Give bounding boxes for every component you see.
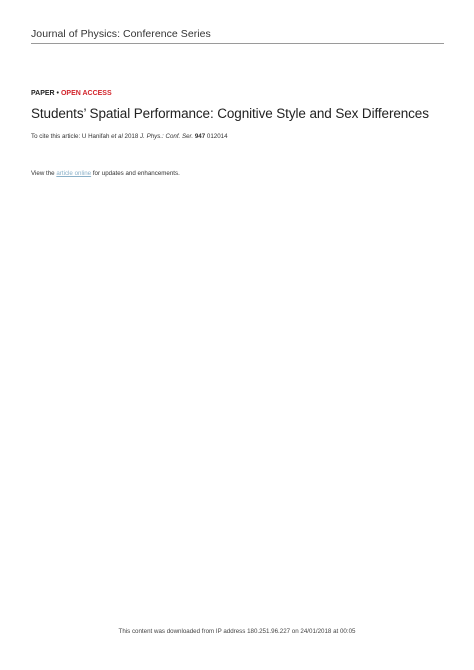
- citation-journal: J. Phys.: Conf. Ser.: [140, 133, 194, 140]
- citation-et-al: et al: [111, 133, 123, 140]
- article-online-link[interactable]: article online: [56, 170, 92, 177]
- paper-kind: PAPER: [31, 90, 55, 97]
- citation-line: [31, 133, 228, 140]
- paper-type-label: [31, 90, 112, 97]
- label-separator: •: [54, 90, 61, 97]
- journal-name: Journal of Physics: Conference Series: [31, 28, 211, 40]
- download-notice: This content was downloaded from IP address 180.251.96.227 on 24/01/2018 at 00:05: [118, 628, 356, 635]
- citation-prefix: To cite this article: U Hanifah: [31, 133, 112, 140]
- view-online-prefix: View the: [31, 170, 57, 177]
- citation-year: 2018: [122, 133, 141, 140]
- citation-article-number: 012014: [205, 133, 228, 140]
- citation-volume: 947: [194, 133, 206, 140]
- view-online-suffix: for updates and enhancements.: [91, 170, 180, 177]
- open-access-badge: OPEN ACCESS: [60, 90, 112, 97]
- article-title: Students’ Spatial Performance: Cognitive Style and Sex Differences: [31, 106, 429, 121]
- header-divider: [31, 43, 444, 44]
- view-online-line: [31, 170, 180, 177]
